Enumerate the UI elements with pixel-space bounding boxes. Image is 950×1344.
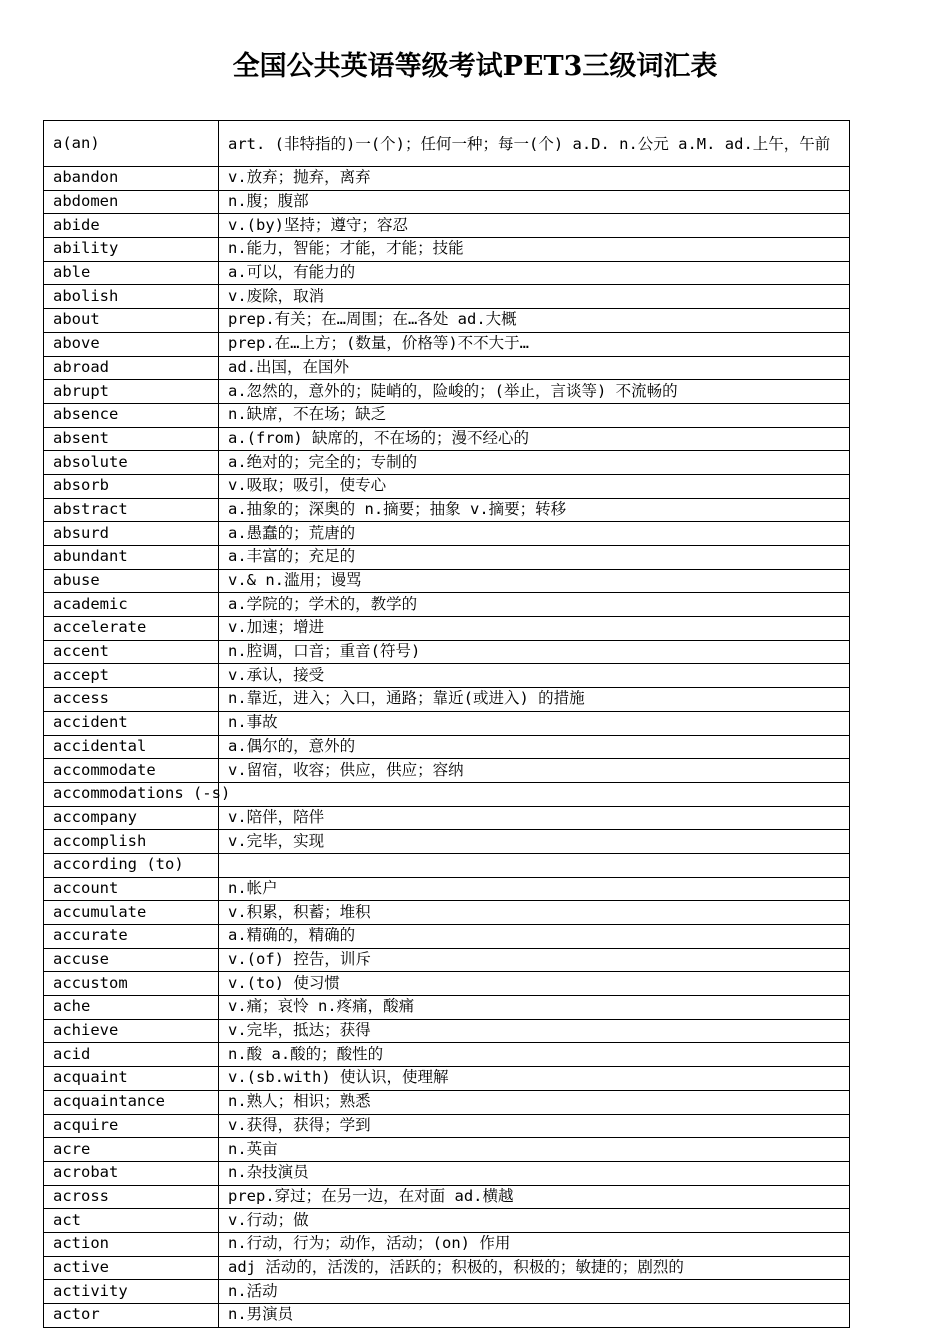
definition-cell: ad.出国，在国外 xyxy=(219,356,850,380)
table-row xyxy=(44,617,850,641)
definition-cell: v.(to) 使习惯 xyxy=(219,972,850,996)
definition-cell: v.完毕，抵达；获得 xyxy=(219,1019,850,1043)
word-cell: acquaint xyxy=(44,1067,219,1091)
definition-cell: v.放弃；抛弃，离弃 xyxy=(219,167,850,191)
table-row xyxy=(44,925,850,949)
word-cell: absence xyxy=(44,403,219,427)
word-cell: accelerate xyxy=(44,617,219,641)
definition-cell: v.行动；做 xyxy=(219,1209,850,1233)
table-row xyxy=(44,1185,850,1209)
definition-cell: prep.在…上方；(数量，价格等)不不大于… xyxy=(219,332,850,356)
definition-cell: a.抽象的；深奥的 n.摘要；抽象 v.摘要；转移 xyxy=(219,498,850,522)
definition-cell: n.靠近，进入；入口，通路；靠近(或进入) 的措施 xyxy=(219,688,850,712)
table-row xyxy=(44,853,850,877)
table-row xyxy=(44,640,850,664)
table-row xyxy=(44,1209,850,1233)
definition-cell: n.腹；腹部 xyxy=(219,190,850,214)
word-cell: abolish xyxy=(44,285,219,309)
table-row xyxy=(44,593,850,617)
word-cell: abrupt xyxy=(44,380,219,404)
word-cell: ache xyxy=(44,996,219,1020)
definition-cell: v.痛；哀怜 n.疼痛，酸痛 xyxy=(219,996,850,1020)
definition-cell: a.偶尔的，意外的 xyxy=(219,735,850,759)
word-cell: act xyxy=(44,1209,219,1233)
word-cell: accumulate xyxy=(44,901,219,925)
vocabulary-table xyxy=(43,120,850,1328)
table-row xyxy=(44,451,850,475)
definition-cell: prep.有关；在…周围；在…各处 ad.大概 xyxy=(219,309,850,333)
word-cell: acrobat xyxy=(44,1161,219,1185)
table-row xyxy=(44,664,850,688)
vocabulary-table-body xyxy=(44,121,850,1328)
table-row xyxy=(44,759,850,783)
word-cell: about xyxy=(44,309,219,333)
word-cell: abstract xyxy=(44,498,219,522)
word-cell: able xyxy=(44,261,219,285)
table-row xyxy=(44,214,850,238)
table-row xyxy=(44,498,850,522)
word-cell: accident xyxy=(44,711,219,735)
word-cell: abuse xyxy=(44,569,219,593)
definition-cell: a.丰富的；充足的 xyxy=(219,546,850,570)
definition-cell: a.学院的；学术的，教学的 xyxy=(219,593,850,617)
definition-cell: n.缺席，不在场；缺乏 xyxy=(219,403,850,427)
word-cell: acquaintance xyxy=(44,1090,219,1114)
definition-cell: a.(from) 缺席的，不在场的；漫不经心的 xyxy=(219,427,850,451)
word-cell: accompany xyxy=(44,806,219,830)
definition-cell: n.英亩 xyxy=(219,1138,850,1162)
definition-cell: n.男演员 xyxy=(219,1304,850,1328)
table-row xyxy=(44,356,850,380)
table-row xyxy=(44,261,850,285)
definition-cell: a.愚蠢的；荒唐的 xyxy=(219,522,850,546)
word-cell: abroad xyxy=(44,356,219,380)
table-row xyxy=(44,688,850,712)
page-title: 全国公共英语等级考试PET3三级词汇表 xyxy=(232,51,718,82)
table-row xyxy=(44,1138,850,1162)
word-cell: abdomen xyxy=(44,190,219,214)
definition-cell: n.能力，智能；才能，才能；技能 xyxy=(219,238,850,262)
definition-cell: v.积累，积蓄；堆积 xyxy=(219,901,850,925)
definition-cell: n.行动，行为；动作，活动；(on) 作用 xyxy=(219,1232,850,1256)
definition-cell: a.精确的，精确的 xyxy=(219,925,850,949)
definition-cell: v.承认，接受 xyxy=(219,664,850,688)
word-cell: ability xyxy=(44,238,219,262)
table-row xyxy=(44,285,850,309)
table-row xyxy=(44,1090,850,1114)
definition-cell: n.帐户 xyxy=(219,877,850,901)
table-row xyxy=(44,782,850,806)
table-row xyxy=(44,901,850,925)
table-row xyxy=(44,522,850,546)
word-cell: accidental xyxy=(44,735,219,759)
word-cell: acre xyxy=(44,1138,219,1162)
word-cell: acquire xyxy=(44,1114,219,1138)
table-row xyxy=(44,1232,850,1256)
table-row xyxy=(44,1019,850,1043)
table-row xyxy=(44,1114,850,1138)
definition-cell: n.事故 xyxy=(219,711,850,735)
table-row xyxy=(44,711,850,735)
word-cell: absorb xyxy=(44,474,219,498)
word-cell: acid xyxy=(44,1043,219,1067)
word-cell: absent xyxy=(44,427,219,451)
word-cell: academic xyxy=(44,593,219,617)
word-cell: actor xyxy=(44,1304,219,1328)
word-cell: access xyxy=(44,688,219,712)
definition-cell: adj 活动的，活泼的，活跃的；积极的，积极的；敏捷的；剧烈的 xyxy=(219,1256,850,1280)
table-row xyxy=(44,948,850,972)
definition-cell: v.(of) 控告，训斥 xyxy=(219,948,850,972)
definition-cell: v.完毕，实现 xyxy=(219,830,850,854)
definition-cell: v.加速；增进 xyxy=(219,617,850,641)
definition-cell: v.获得，获得；学到 xyxy=(219,1114,850,1138)
definition-cell: a.可以，有能力的 xyxy=(219,261,850,285)
table-row xyxy=(44,1161,850,1185)
table-row xyxy=(44,1280,850,1304)
word-cell: absurd xyxy=(44,522,219,546)
table-row xyxy=(44,238,850,262)
word-cell: account xyxy=(44,877,219,901)
table-row xyxy=(44,380,850,404)
definition-cell: n.腔调，口音；重音(符号) xyxy=(219,640,850,664)
word-cell: across xyxy=(44,1185,219,1209)
word-cell: accent xyxy=(44,640,219,664)
word-cell: absolute xyxy=(44,451,219,475)
table-row xyxy=(44,427,850,451)
definition-cell: v.陪伴，陪伴 xyxy=(219,806,850,830)
table-row xyxy=(44,474,850,498)
word-cell: accomplish xyxy=(44,830,219,854)
table-row xyxy=(44,806,850,830)
table-row xyxy=(44,735,850,759)
word-cell: accommodations (-s) xyxy=(44,782,219,806)
word-cell: accommodate xyxy=(44,759,219,783)
word-cell: accustom xyxy=(44,972,219,996)
definition-cell xyxy=(219,853,850,877)
word-cell: accept xyxy=(44,664,219,688)
word-cell: abundant xyxy=(44,546,219,570)
table-row xyxy=(44,1256,850,1280)
definition-cell: v.(sb.with) 使认识，使理解 xyxy=(219,1067,850,1091)
definition-cell: v.吸取；吸引，使专心 xyxy=(219,474,850,498)
table-row xyxy=(44,546,850,570)
word-cell: achieve xyxy=(44,1019,219,1043)
table-row xyxy=(44,167,850,191)
table-row xyxy=(44,1067,850,1091)
table-row xyxy=(44,830,850,854)
word-cell: above xyxy=(44,332,219,356)
table-row xyxy=(44,1043,850,1067)
table-row xyxy=(44,1304,850,1328)
word-cell: action xyxy=(44,1232,219,1256)
word-cell: abide xyxy=(44,214,219,238)
table-row xyxy=(44,190,850,214)
definition-cell: a.忽然的，意外的；陡峭的，险峻的；(举止，言谈等) 不流畅的 xyxy=(219,380,850,404)
table-row xyxy=(44,309,850,333)
definition-cell: n.活动 xyxy=(219,1280,850,1304)
word-cell: a(an) xyxy=(44,121,219,167)
definition-cell: n.熟人；相识；熟悉 xyxy=(219,1090,850,1114)
table-row xyxy=(44,569,850,593)
word-cell: accuse xyxy=(44,948,219,972)
definition-cell: a.绝对的；完全的；专制的 xyxy=(219,451,850,475)
table-row xyxy=(44,121,850,167)
table-row xyxy=(44,996,850,1020)
table-row xyxy=(44,403,850,427)
word-cell: accurate xyxy=(44,925,219,949)
word-cell: active xyxy=(44,1256,219,1280)
table-row xyxy=(44,332,850,356)
definition-cell: v.(by)坚持；遵守；容忍 xyxy=(219,214,850,238)
definition-cell: n.杂技演员 xyxy=(219,1161,850,1185)
definition-cell: prep.穿过；在另一边，在对面 ad.横越 xyxy=(219,1185,850,1209)
definition-cell: v.废除，取消 xyxy=(219,285,850,309)
word-cell: abandon xyxy=(44,167,219,191)
word-cell: according (to) xyxy=(44,853,219,877)
definition-cell: art. (非特指的)一(个)；任何一种；每一(个) a.D. n.公元 a.M. ad.上午，午前 xyxy=(219,121,850,167)
definition-cell: n.酸 a.酸的；酸性的 xyxy=(219,1043,850,1067)
definition-cell xyxy=(219,782,850,806)
definition-cell: v.留宿，收容；供应，供应；容纳 xyxy=(219,759,850,783)
word-cell: activity xyxy=(44,1280,219,1304)
table-row xyxy=(44,972,850,996)
definition-cell: v.& n.滥用；谩骂 xyxy=(219,569,850,593)
table-row xyxy=(44,877,850,901)
